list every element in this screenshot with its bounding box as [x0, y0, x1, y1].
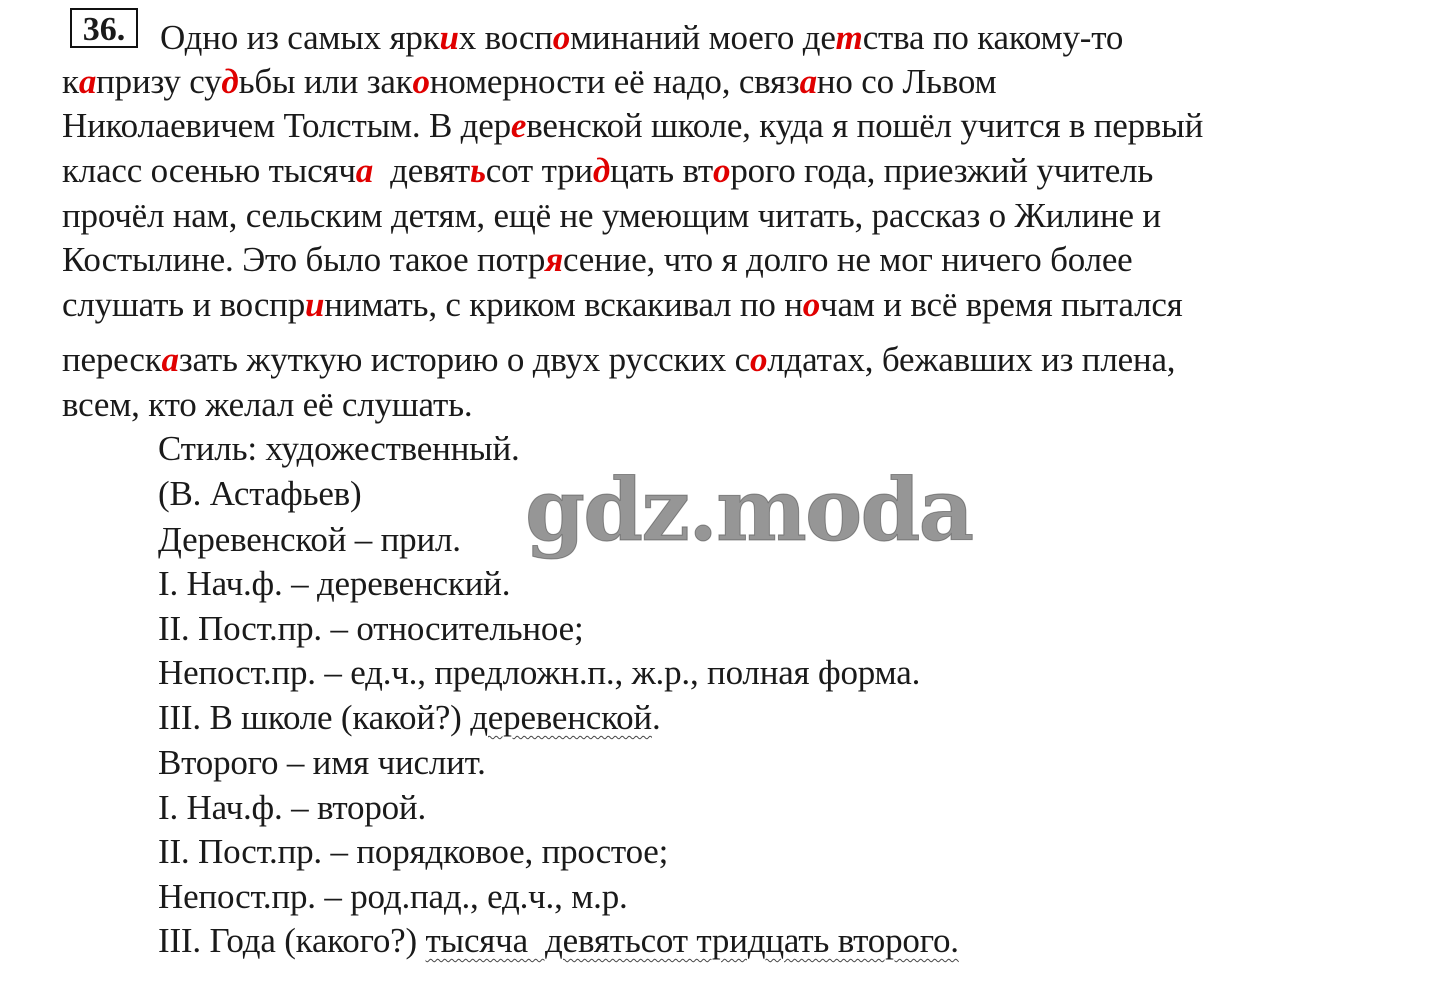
- highlighted-letter: а: [799, 62, 817, 101]
- highlighted-letter: о: [802, 285, 821, 324]
- word2-title: Второго – имя числит.: [158, 743, 486, 782]
- underlined-word: тысяча девятьсот тридцать второго.: [425, 921, 959, 960]
- text-run: Николаевичем Толстым. В дер: [62, 106, 511, 145]
- text-run: всем, кто желал её слушать.: [62, 385, 473, 424]
- text-run: х восп: [458, 18, 553, 57]
- text-run: венской школе, куда я пошёл учится в первый: [526, 106, 1204, 145]
- word2-constant-features: II. Пост.пр. – порядковое, простое;: [158, 832, 669, 871]
- paragraph-line-8: [62, 338, 1175, 382]
- text-run: нимать, с криком вскакивал по н: [324, 285, 803, 324]
- highlighted-letter: о: [552, 18, 571, 57]
- text-run: но со Львом: [816, 62, 997, 101]
- highlighted-letter: д: [221, 62, 239, 101]
- text-run: зать жуткую историю о двух русских с: [178, 340, 750, 379]
- word2-syntax-role: [158, 919, 959, 963]
- word1-syntax-role: [158, 696, 661, 740]
- text-run: сот три: [485, 151, 593, 190]
- paragraph-line-7: [62, 283, 1183, 327]
- highlighted-letter: д: [592, 151, 611, 190]
- paragraph-line-1: [160, 16, 1123, 60]
- highlighted-letter: о: [713, 151, 731, 190]
- text-run: цать вт: [610, 151, 714, 190]
- text-run: класс осенью тысяч: [62, 151, 356, 190]
- highlighted-letter: и: [439, 18, 459, 57]
- word2-initial-form: I. Нач.ф. – второй.: [158, 788, 427, 827]
- word1-initial-form: I. Нач.ф. – деревенский.: [158, 564, 511, 603]
- highlighted-letter: я: [545, 240, 564, 279]
- highlighted-letter: е: [510, 106, 527, 145]
- highlighted-letter: ь: [469, 151, 486, 190]
- text-run: ства по какому-то: [862, 18, 1124, 57]
- paragraph-line-9: [62, 383, 472, 427]
- paragraph-line-3: [62, 104, 1203, 148]
- text-run: рого года, приезжий учитель: [730, 151, 1154, 190]
- text-run: .: [651, 698, 661, 737]
- paragraph-line-2: [62, 60, 996, 104]
- paragraph-line-4: [62, 149, 1153, 193]
- text-run: номерности её надо, связ: [429, 62, 800, 101]
- text-run: лдатах, бежавших из плена,: [767, 340, 1176, 379]
- highlighted-letter: т: [835, 18, 863, 57]
- text-run: сение, что я долго не мог ничего более: [563, 240, 1133, 279]
- text-run: III. Года (какого?): [158, 921, 426, 960]
- underlined-word: деревенской: [470, 698, 652, 737]
- text-run: Одно из самых ярк: [160, 18, 440, 57]
- word1-title: Деревенской – прил.: [158, 520, 461, 559]
- text-run: ьбы или зак: [238, 62, 413, 101]
- author-label: (В. Астафьев): [158, 474, 362, 513]
- highlighted-letter: о: [412, 62, 430, 101]
- text-run: переск: [62, 340, 162, 379]
- style-label: Стиль: художественный.: [158, 429, 520, 468]
- text-run: девят: [373, 151, 470, 190]
- word1-variable-features: Непост.пр. – ед.ч., предложн.п., ж.р., полная форма.: [158, 653, 921, 692]
- highlighted-letter: и: [305, 285, 325, 324]
- highlighted-letter: а: [355, 151, 374, 190]
- highlighted-letter: а: [78, 62, 97, 101]
- text-run: чам и всё время пытался: [820, 285, 1183, 324]
- paragraph-line-5: [62, 194, 1161, 238]
- text-run: минаний моего де: [570, 18, 836, 57]
- paragraph-line-6: [62, 238, 1133, 282]
- word1-constant-features: II. Пост.пр. – относительное;: [158, 609, 584, 648]
- task-number-box: 36.: [70, 8, 138, 48]
- word2-variable-features: Непост.пр. – род.пад., ед.ч., м.р.: [158, 877, 628, 916]
- text-run: призу су: [96, 62, 222, 101]
- text-run: III. В школе (какой?): [158, 698, 471, 737]
- text-run: слушать и воспр: [62, 285, 305, 324]
- highlighted-letter: о: [749, 340, 768, 379]
- watermark-logo: gdz.moda: [525, 460, 973, 561]
- text-run: прочёл нам, сельским детям, ещё не умеющим читать, рассказ о Жилине и: [62, 196, 1161, 235]
- text-run: Костылине. Это было такое потр: [62, 240, 546, 279]
- highlighted-letter: а: [161, 340, 179, 379]
- text-run: к: [62, 62, 79, 101]
